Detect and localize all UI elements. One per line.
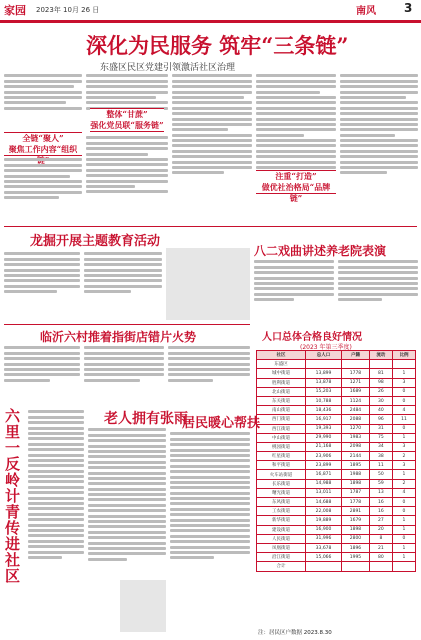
table-row	[257, 452, 416, 461]
table-cell	[392, 562, 415, 571]
table-cell: 1	[392, 369, 415, 378]
table-cell	[369, 562, 392, 571]
table-cell: 13,899	[306, 369, 342, 378]
table-cell: 15,203	[306, 387, 342, 396]
article-6-title: 居民暖心帮扶	[182, 416, 261, 431]
table-cell: 西江街道	[257, 424, 306, 433]
table-cell: 13	[369, 488, 392, 497]
table-cell: 33,678	[306, 543, 342, 552]
table-cell: 4	[392, 406, 415, 415]
section-divider	[4, 226, 417, 227]
table-cell: 凤凰街道	[257, 543, 306, 552]
article-1-text-a	[4, 250, 80, 320]
table-row	[257, 396, 416, 405]
table-cell	[369, 360, 392, 369]
table-note: 注：居民区户数据 2023.8.30	[258, 630, 332, 636]
table-cell: 中山街道	[257, 433, 306, 442]
table-cell: 1679	[342, 516, 370, 525]
table-row	[257, 534, 416, 543]
header-cell: 户籍	[342, 351, 370, 360]
table-row	[257, 553, 416, 562]
table-cell: 火车站街道	[257, 470, 306, 479]
table-cell: 胜利街道	[257, 378, 306, 387]
table-cell: 2800	[342, 534, 370, 543]
table-cell: 3	[392, 461, 415, 470]
header-cell: 社区	[257, 351, 306, 360]
article-3-text-a	[4, 344, 80, 402]
table-cell: 38	[369, 452, 392, 461]
table-cell: 26	[369, 387, 392, 396]
table-cell: 59	[369, 479, 392, 488]
table-cell: 城中街道	[257, 369, 306, 378]
table-cell: 29,990	[306, 433, 342, 442]
article-4-vertical-title: 六 里 一 反 岭 计 青 传 进 社 区	[4, 407, 20, 585]
story-text-col1-bottom	[4, 156, 82, 222]
table-cell: 长乐街道	[257, 479, 306, 488]
table-cell: 1	[392, 525, 415, 534]
table-cell: 96	[369, 415, 392, 424]
table-cell: 14,688	[306, 498, 342, 507]
table-cell: 2	[392, 452, 415, 461]
table-cell: 19,889	[306, 516, 342, 525]
table-cell: 1	[392, 516, 415, 525]
box-middle-heading: 整体“甘蔗” 强化党员联“服务链”	[90, 109, 164, 130]
article-5-photo	[120, 580, 166, 632]
table-row	[257, 360, 416, 369]
article-1-text-b	[84, 250, 162, 320]
table-cell: 建设街道	[257, 525, 306, 534]
table-cell: 14,988	[306, 479, 342, 488]
table-cell: 1689	[342, 387, 370, 396]
article-2-text-b	[338, 258, 418, 322]
table-cell: 2144	[342, 452, 370, 461]
table-row	[257, 543, 416, 552]
box-right-heading: 注重“打造” 做优社治格局“品牌链”	[256, 170, 336, 194]
table-cell: 2	[392, 479, 415, 488]
article-3-text-c	[168, 344, 250, 402]
divider-a3	[4, 324, 250, 325]
story-text-col1-top	[4, 72, 82, 130]
table-cell: 1	[392, 553, 415, 562]
table-cell: 1988	[342, 470, 370, 479]
table-cell: 31	[369, 424, 392, 433]
table-cell: 21,168	[306, 442, 342, 451]
table-cell: 沿江街道	[257, 553, 306, 562]
table-cell: 10,788	[306, 396, 342, 405]
table-cell: 16,871	[306, 470, 342, 479]
table-cell: 0	[392, 534, 415, 543]
table-cell: 0	[392, 387, 415, 396]
main-subtitle: 东盛区民区党建引领激活社区治理	[100, 63, 236, 73]
article-6-text	[170, 430, 250, 636]
table-cell: 11	[392, 415, 415, 424]
table-row	[257, 461, 416, 470]
article-1-photo	[166, 248, 250, 320]
table-title: 人口总体合格良好情况	[262, 332, 362, 343]
table-cell	[306, 360, 342, 369]
table-cell: 34	[369, 442, 392, 451]
table-cell: 16	[369, 498, 392, 507]
table-cell: 16	[369, 507, 392, 516]
table-row	[257, 498, 416, 507]
table-cell: 16,900	[306, 525, 342, 534]
table-cell: 13,011	[306, 488, 342, 497]
table-cell: 1	[392, 470, 415, 479]
article-3-title: 临沂六村推着指街店错片火势	[40, 330, 197, 344]
table-cell: 27	[369, 516, 392, 525]
table-cell: 桃园街道	[257, 442, 306, 451]
table-row	[257, 479, 416, 488]
population-table	[256, 350, 416, 572]
table-cell: 81	[369, 369, 392, 378]
table-cell: 75	[369, 433, 392, 442]
article-3-text-b	[84, 344, 164, 402]
table-cell: 2098	[342, 442, 370, 451]
table-cell: 31,996	[306, 534, 342, 543]
table-cell: 20	[369, 525, 392, 534]
table-cell: 80	[369, 553, 392, 562]
header-cell: 总人口	[306, 351, 342, 360]
story-text-col5	[340, 10, 418, 222]
table-cell: 1778	[342, 498, 370, 507]
main-title: 深化为民服务 筑牢“三条链”	[86, 33, 349, 58]
table-row	[257, 442, 416, 451]
table-cell: 北山街道	[257, 387, 306, 396]
table-cell: 1124	[342, 396, 370, 405]
table-cell: 18,436	[306, 406, 342, 415]
table-row	[257, 424, 416, 433]
table-row	[257, 470, 416, 479]
table-cell: 1787	[342, 488, 370, 497]
table-cell: 15,066	[306, 553, 342, 562]
table-row	[257, 433, 416, 442]
table-cell: 40	[369, 406, 392, 415]
table-cell: 11	[369, 461, 392, 470]
story-text-col2-bottom	[86, 134, 168, 222]
article-4-text	[28, 408, 84, 636]
table-cell: 4	[392, 488, 415, 497]
table-cell: 1898	[342, 525, 370, 534]
table-cell: 1	[392, 433, 415, 442]
table-cell: 22,008	[306, 507, 342, 516]
header-cell: 比例	[392, 351, 415, 360]
table-row	[257, 525, 416, 534]
article-2-title: 八二戏曲讲述养老院表演	[254, 244, 387, 258]
table-cell: 2088	[342, 415, 370, 424]
table-cell: 1898	[342, 479, 370, 488]
table-cell: 1995	[342, 553, 370, 562]
header-cell: 流动	[369, 351, 392, 360]
table-cell: 3	[392, 442, 415, 451]
table-cell: 13,878	[306, 378, 342, 387]
table-cell: 0	[392, 507, 415, 516]
table-cell: 50	[369, 470, 392, 479]
table-row	[257, 516, 416, 525]
table-header-row	[257, 351, 416, 360]
story-text-col3	[172, 72, 252, 222]
table-cell: 1983	[342, 433, 370, 442]
table-cell: 19,393	[306, 424, 342, 433]
table-cell: 南山街道	[257, 406, 306, 415]
table-cell: 0	[392, 498, 415, 507]
table-cell: 1271	[342, 378, 370, 387]
page-number: 3	[404, 1, 413, 15]
table-cell: 新华街道	[257, 516, 306, 525]
table-subtitle: (2023 年第三季度)	[300, 344, 352, 351]
article-2-text-a	[254, 258, 334, 322]
table-row	[257, 406, 416, 415]
table-cell: 1896	[342, 543, 370, 552]
table-cell: 曙光街道	[257, 488, 306, 497]
table-cell: 2484	[342, 406, 370, 415]
table-cell: 西门街道	[257, 415, 306, 424]
table-cell: 工农街道	[257, 507, 306, 516]
newspaper-logo: 南风	[356, 6, 376, 17]
table-cell: 0	[392, 396, 415, 405]
table-cell: 3	[392, 378, 415, 387]
table-row	[257, 378, 416, 387]
article-1-title: 龙掘开展主题教育活动	[30, 234, 161, 249]
section-name: 家园	[4, 4, 26, 17]
table-cell: 东关街道	[257, 396, 306, 405]
table-cell: 1	[392, 543, 415, 552]
table-cell: 东风街道	[257, 498, 306, 507]
table-cell: 红星街道	[257, 452, 306, 461]
table-cell: 21	[369, 543, 392, 552]
table-cell: 1270	[342, 424, 370, 433]
table-cell: 和平街道	[257, 461, 306, 470]
table-cell: 2891	[342, 507, 370, 516]
table-cell: 16,917	[306, 415, 342, 424]
article-5-title: 老人拥有张雨	[104, 411, 188, 427]
table-cell: 1778	[342, 369, 370, 378]
table-cell	[306, 562, 342, 571]
table-cell	[392, 360, 415, 369]
table-row	[257, 507, 416, 516]
table-cell: 东盛区	[257, 360, 306, 369]
table-cell: 30	[369, 396, 392, 405]
table-cell: 人民街道	[257, 534, 306, 543]
table-row	[257, 488, 416, 497]
issue-date: 2023年 10月 26 日	[36, 6, 100, 14]
table-cell	[342, 562, 370, 571]
table-row	[257, 387, 416, 396]
table-row	[257, 415, 416, 424]
table-row	[257, 562, 416, 571]
table-cell: 98	[369, 378, 392, 387]
table-cell: 8	[369, 534, 392, 543]
table-row	[257, 369, 416, 378]
box-left-heading: 全链“聚人” 聚焦工作内容“组织	[4, 132, 82, 156]
table-cell: 0	[392, 424, 415, 433]
table-cell: 23,906	[306, 452, 342, 461]
table-cell: 23,899	[306, 461, 342, 470]
table-cell	[342, 360, 370, 369]
table-cell: 合计	[257, 562, 306, 571]
table-cell: 1895	[342, 461, 370, 470]
